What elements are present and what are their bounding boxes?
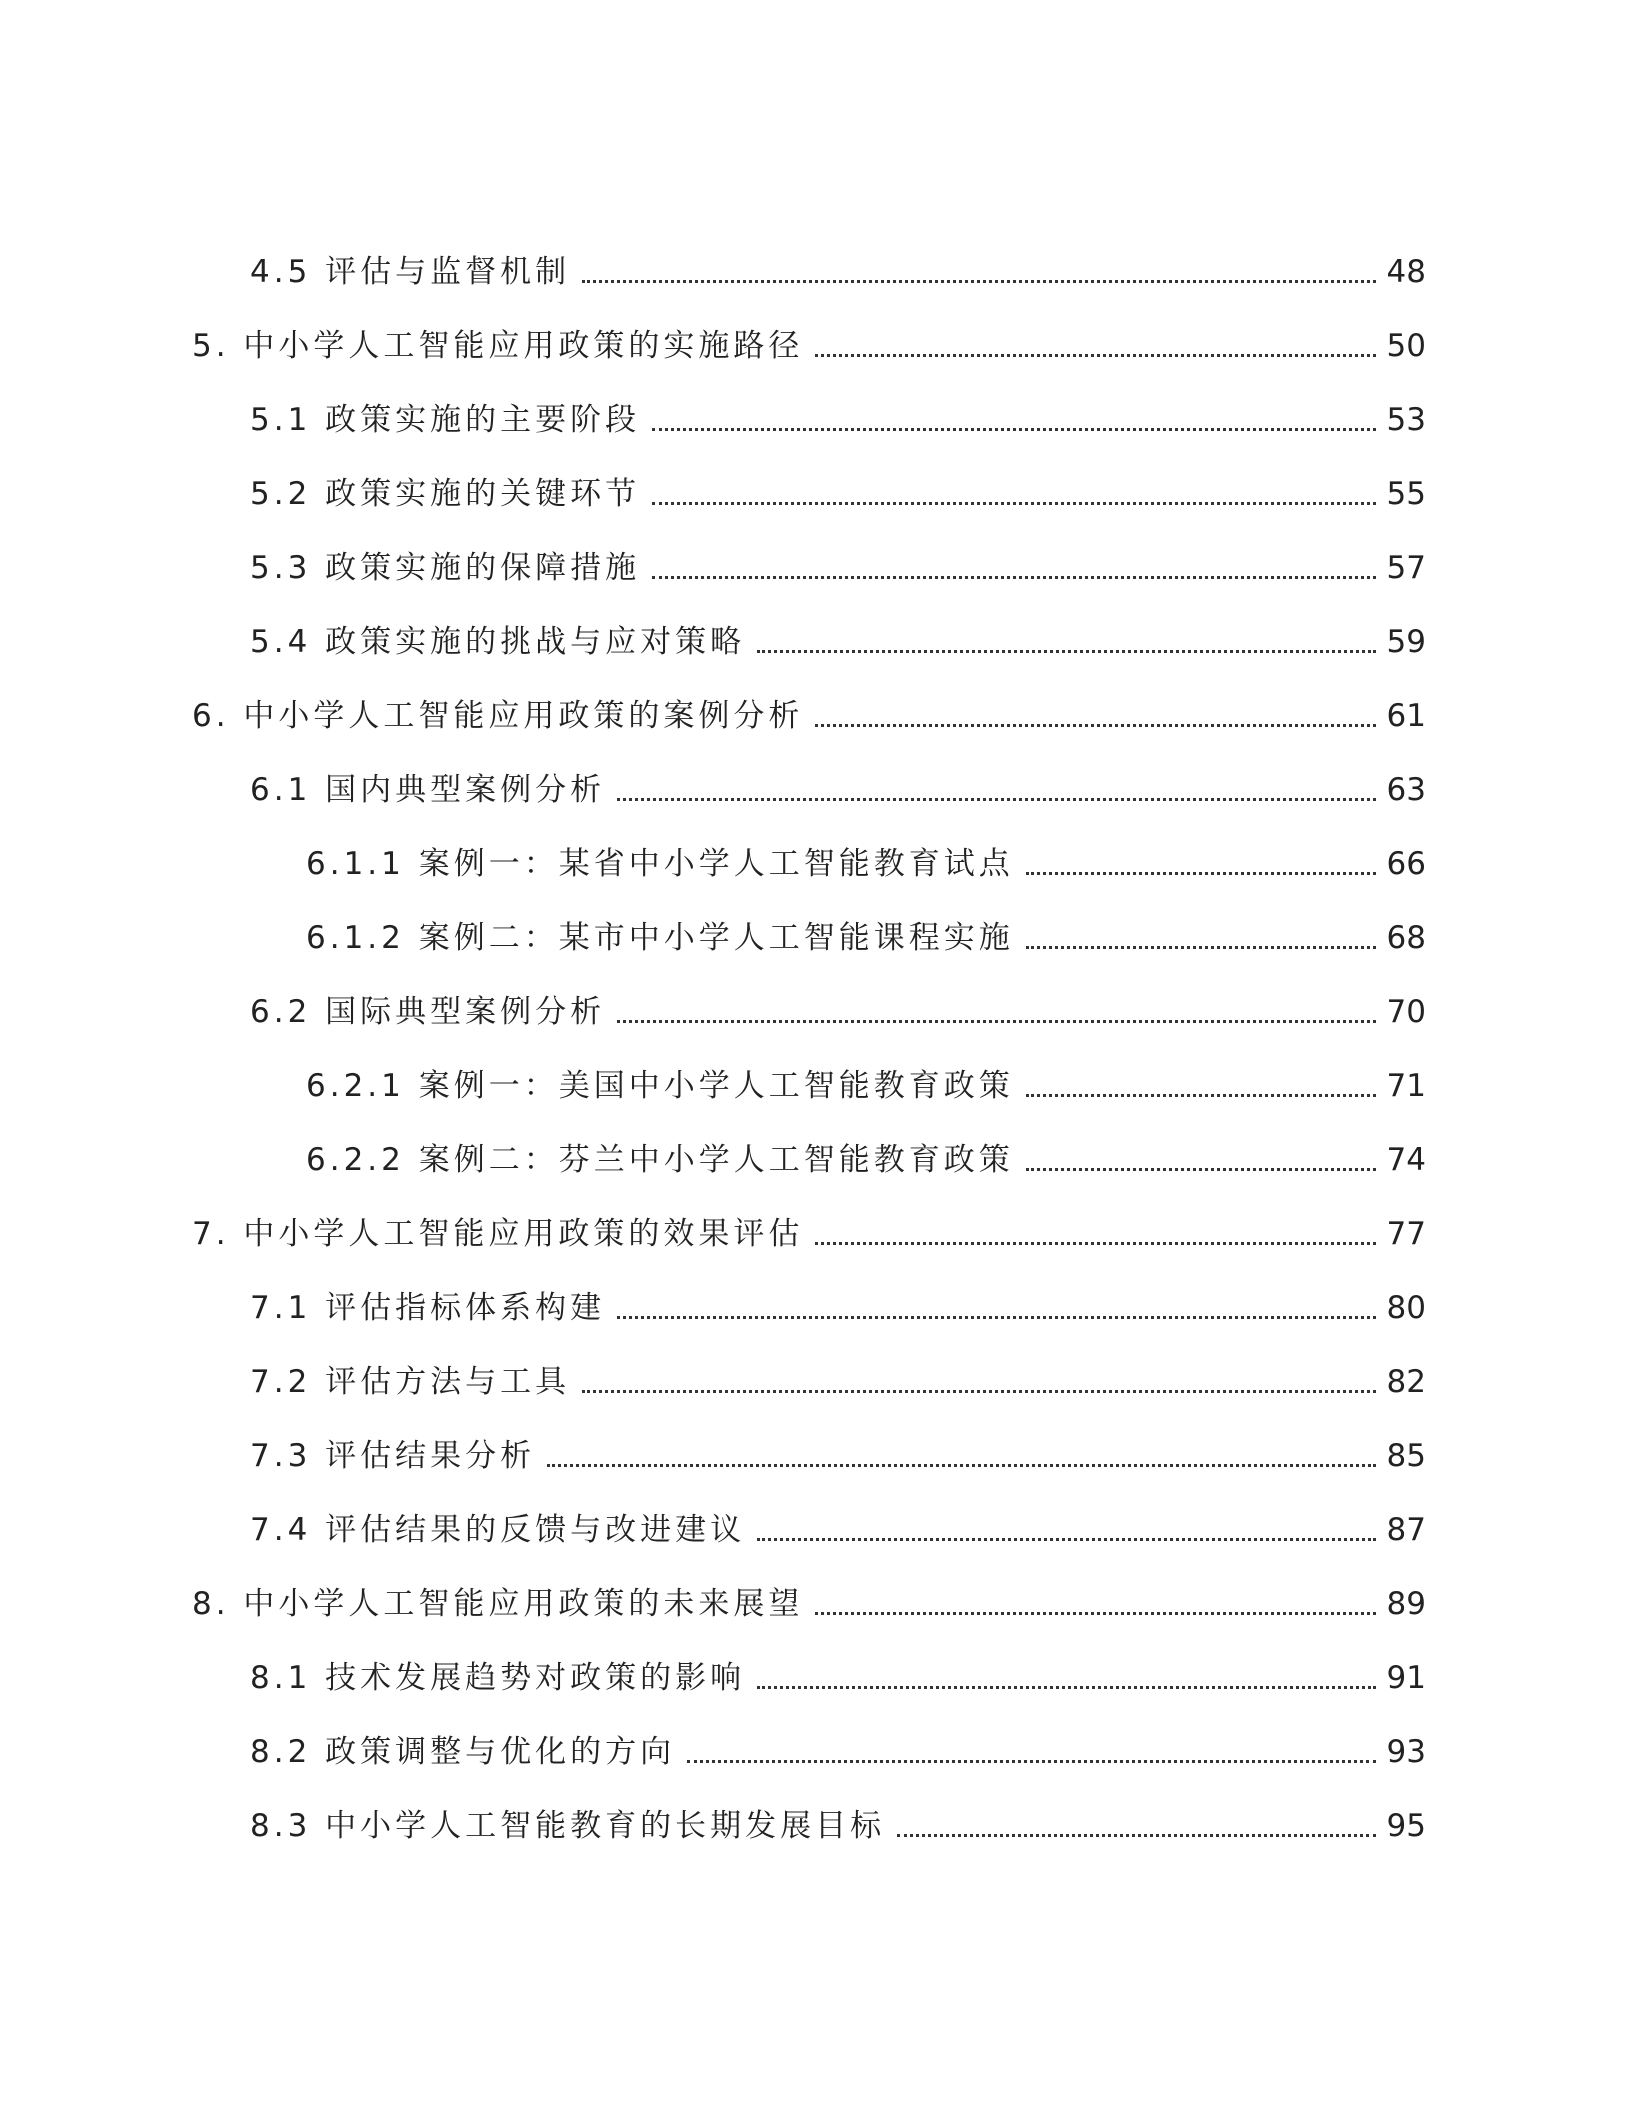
toc-entry[interactable] (0, 1046, 1632, 1106)
dot-leader (815, 354, 1376, 357)
dot-leader (687, 1760, 1376, 1763)
toc-entry[interactable] (0, 972, 1632, 1032)
dot-leader (1026, 1168, 1376, 1171)
toc-entry-page: 55 (1386, 476, 1426, 512)
toc-entry-title: 5.1 政策实施的主要阶段 (250, 402, 641, 438)
toc-entry-title: 6.2.1 案例一：美国中小学人工智能教育政策 (306, 1068, 1014, 1104)
toc-entry[interactable] (0, 232, 1632, 292)
toc-entry-page: 61 (1386, 698, 1426, 734)
toc-entry-title: 7.4 评估结果的反馈与改进建议 (250, 1512, 746, 1548)
toc-entry-page: 91 (1386, 1660, 1426, 1696)
dot-leader (582, 280, 1376, 283)
dot-leader (757, 1538, 1376, 1541)
toc-entry-page: 68 (1386, 920, 1426, 956)
toc-entry[interactable] (0, 306, 1632, 366)
dot-leader (582, 1390, 1376, 1393)
toc-entry-page: 50 (1386, 328, 1426, 364)
toc-entry-title: 7. 中小学人工智能应用政策的效果评估 (192, 1216, 804, 1252)
toc-entry-title: 7.3 评估结果分析 (250, 1438, 536, 1474)
toc-entry[interactable] (0, 824, 1632, 884)
toc-entry-page: 77 (1386, 1216, 1426, 1252)
toc-entry[interactable] (0, 1490, 1632, 1550)
toc-entry-title: 6. 中小学人工智能应用政策的案例分析 (192, 698, 804, 734)
dot-leader (897, 1834, 1376, 1837)
toc-entry-page: 74 (1386, 1142, 1426, 1178)
dot-leader (1026, 872, 1376, 875)
toc-entry-page: 93 (1386, 1734, 1426, 1770)
toc-entry-title: 6.2 国际典型案例分析 (250, 994, 606, 1030)
toc-entry-title: 7.1 评估指标体系构建 (250, 1290, 606, 1326)
toc-entry[interactable] (0, 1564, 1632, 1624)
toc-entry-title: 4.5 评估与监督机制 (250, 254, 571, 290)
toc-entry-page: 71 (1386, 1068, 1426, 1104)
toc-entry[interactable] (0, 380, 1632, 440)
toc-entry[interactable] (0, 898, 1632, 958)
toc-entry-title: 5.2 政策实施的关键环节 (250, 476, 641, 512)
dot-leader (815, 724, 1376, 727)
dot-leader (757, 1686, 1376, 1689)
toc-entry-title: 6.2.2 案例二：芬兰中小学人工智能教育政策 (306, 1142, 1014, 1178)
dot-leader (652, 428, 1376, 431)
toc-entry[interactable] (0, 1342, 1632, 1402)
dot-leader (815, 1612, 1376, 1615)
toc-entry[interactable] (0, 1712, 1632, 1772)
toc-entry-title: 8.1 技术发展趋势对政策的影响 (250, 1660, 746, 1696)
dot-leader (547, 1464, 1376, 1467)
dot-leader (617, 1020, 1376, 1023)
dot-leader (652, 576, 1376, 579)
toc-entry-title: 8.3 中小学人工智能教育的长期发展目标 (250, 1808, 886, 1844)
toc-entry[interactable] (0, 1120, 1632, 1180)
dot-leader (1026, 1094, 1376, 1097)
toc-entry[interactable] (0, 750, 1632, 810)
toc-entry-page: 85 (1386, 1438, 1426, 1474)
toc-entry-title: 5.4 政策实施的挑战与应对策略 (250, 624, 746, 660)
dot-leader (652, 502, 1376, 505)
toc-entry-page: 95 (1386, 1808, 1426, 1844)
toc-entry-title: 5. 中小学人工智能应用政策的实施路径 (192, 328, 804, 364)
toc-entry-page: 59 (1386, 624, 1426, 660)
toc-entry-title: 8. 中小学人工智能应用政策的未来展望 (192, 1586, 804, 1622)
toc-entry-page: 53 (1386, 402, 1426, 438)
toc-entry-title: 7.2 评估方法与工具 (250, 1364, 571, 1400)
toc-entry[interactable] (0, 528, 1632, 588)
toc-entry[interactable] (0, 602, 1632, 662)
toc-entry-title: 8.2 政策调整与优化的方向 (250, 1734, 676, 1770)
dot-leader (815, 1242, 1376, 1245)
toc-entry[interactable] (0, 1416, 1632, 1476)
toc-entry[interactable] (0, 1638, 1632, 1698)
toc-entry-title: 5.3 政策实施的保障措施 (250, 550, 641, 586)
toc-entry-page: 89 (1386, 1586, 1426, 1622)
toc-entry[interactable] (0, 1268, 1632, 1328)
toc-entry-title: 6.1.1 案例一：某省中小学人工智能教育试点 (306, 846, 1014, 882)
toc-entry[interactable] (0, 676, 1632, 736)
toc-entry-title: 6.1.2 案例二：某市中小学人工智能课程实施 (306, 920, 1014, 956)
toc-entry-page: 87 (1386, 1512, 1426, 1548)
dot-leader (617, 1316, 1376, 1319)
dot-leader (1026, 946, 1376, 949)
toc-entry[interactable] (0, 454, 1632, 514)
toc-entry-page: 57 (1386, 550, 1426, 586)
toc-entry-page: 70 (1386, 994, 1426, 1030)
toc-entry[interactable] (0, 1786, 1632, 1846)
toc-entry-page: 48 (1386, 254, 1426, 290)
dot-leader (757, 650, 1376, 653)
dot-leader (617, 798, 1376, 801)
toc-entry-page: 82 (1386, 1364, 1426, 1400)
toc-entry-page: 66 (1386, 846, 1426, 882)
toc-entry-title: 6.1 国内典型案例分析 (250, 772, 606, 808)
toc-entry[interactable] (0, 1194, 1632, 1254)
toc-entry-page: 80 (1386, 1290, 1426, 1326)
toc-entry-page: 63 (1386, 772, 1426, 808)
